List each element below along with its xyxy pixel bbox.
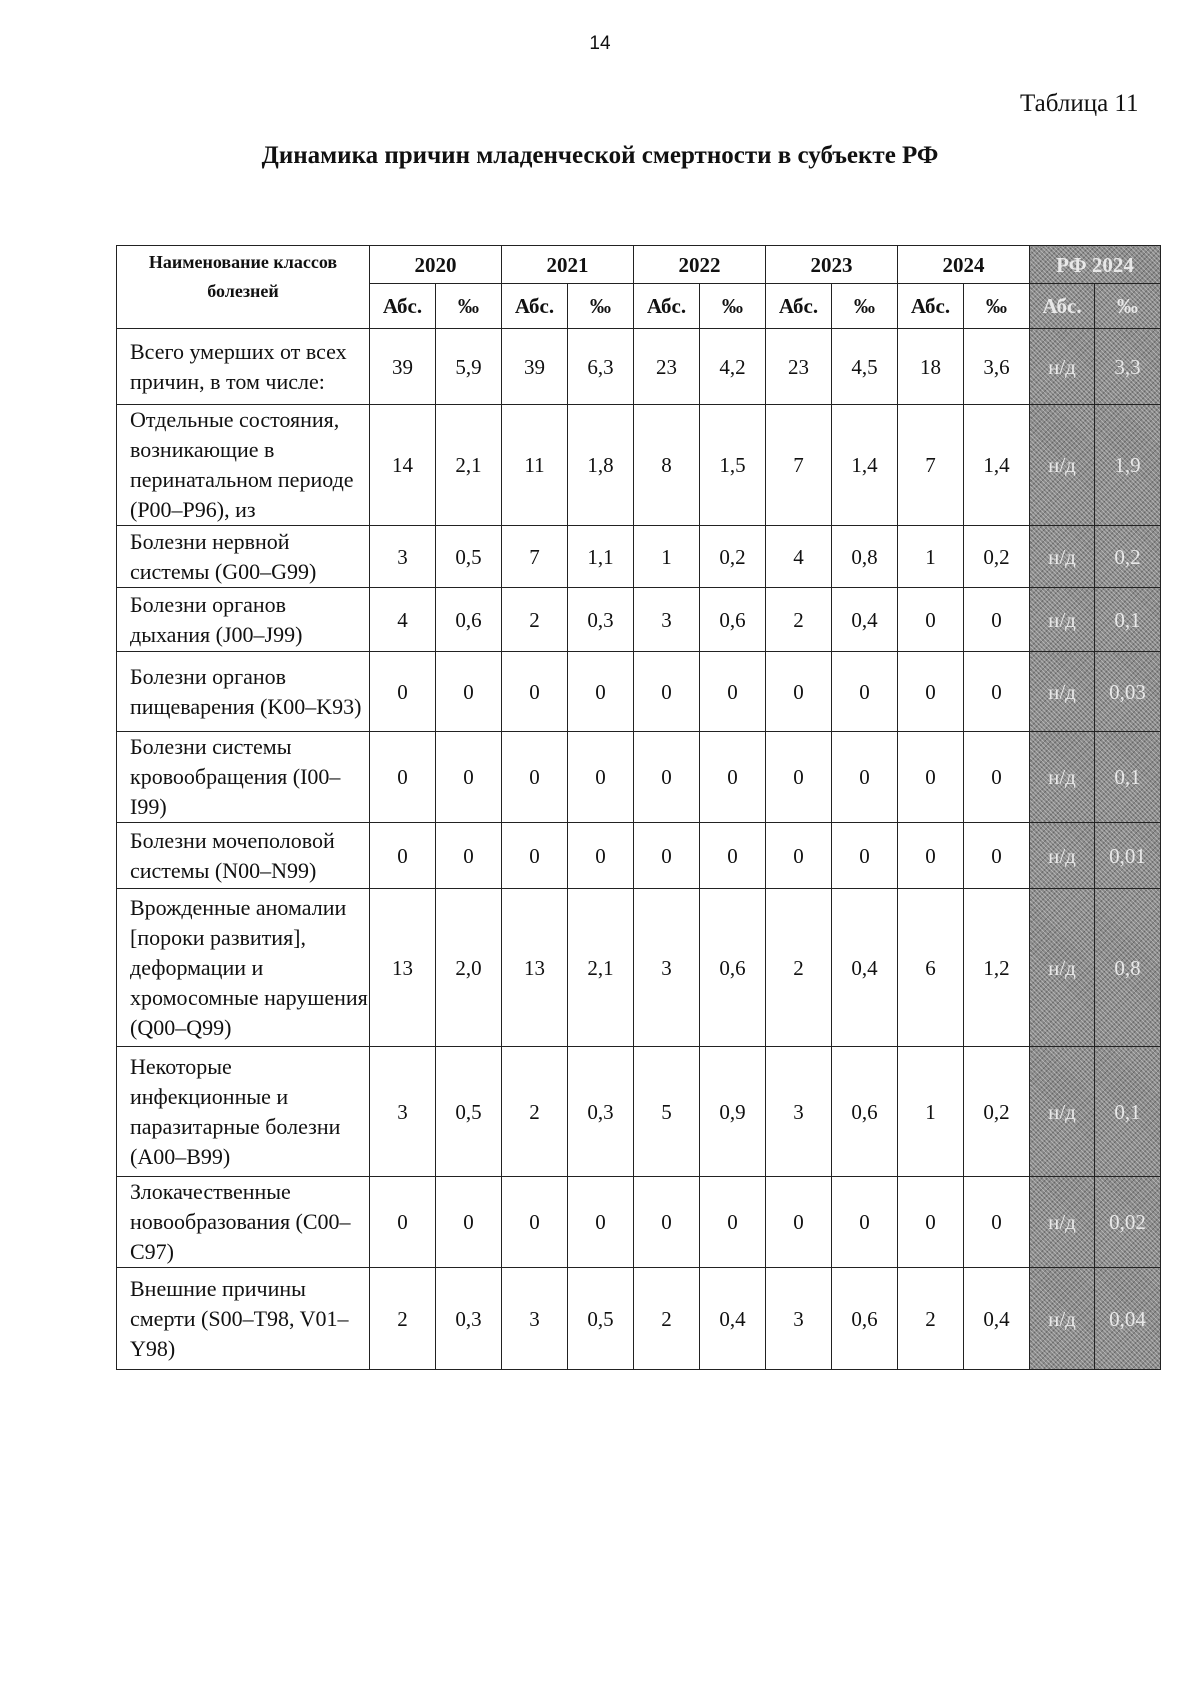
abs-value-cell: 23 — [766, 329, 832, 405]
rf-permille-cell: 1,9 — [1095, 405, 1161, 526]
abs-value-cell: 0 — [898, 1177, 964, 1268]
abs-value-cell: 1 — [898, 1047, 964, 1177]
header-year: 2022 — [634, 246, 766, 284]
permille-value-cell: 0 — [568, 823, 634, 889]
permille-value-cell: 3,6 — [964, 329, 1030, 405]
subheader-rf-abs: Абс. — [1030, 284, 1095, 329]
permille-value-cell: 0 — [700, 732, 766, 823]
mortality-table — [116, 245, 1161, 1370]
rf-permille-cell: 0,04 — [1095, 1268, 1161, 1370]
abs-value-cell: 0 — [766, 652, 832, 732]
permille-value-cell: 0,6 — [436, 588, 502, 652]
permille-value-cell: 0 — [436, 823, 502, 889]
abs-value-cell: 3 — [502, 1268, 568, 1370]
subheader-permille: ‰ — [568, 284, 634, 329]
abs-value-cell: 0 — [766, 732, 832, 823]
permille-value-cell: 2,1 — [436, 405, 502, 526]
permille-value-cell: 0,3 — [436, 1268, 502, 1370]
disease-class-name: Отдельные состояния, возникающие в перинатальном периоде (P00–P96), из — [117, 405, 370, 526]
permille-value-cell: 0 — [700, 823, 766, 889]
disease-class-name: Злокачественные новообразования (C00–C97) — [117, 1177, 370, 1268]
permille-value-cell: 0,6 — [832, 1047, 898, 1177]
abs-value-cell: 0 — [766, 823, 832, 889]
abs-value-cell: 3 — [634, 889, 700, 1047]
abs-value-cell: 4 — [766, 526, 832, 588]
rf-abs-cell: н/д — [1030, 329, 1095, 405]
disease-class-name: Болезни органов дыхания (J00–J99) — [117, 588, 370, 652]
permille-value-cell: 0,2 — [964, 1047, 1030, 1177]
permille-value-cell: 1,2 — [964, 889, 1030, 1047]
abs-value-cell: 4 — [370, 588, 436, 652]
abs-value-cell: 2 — [370, 1268, 436, 1370]
disease-class-name: Врожденные аномалии [пороки развития], деформации и хромосомные нарушения (Q00–Q99) — [117, 889, 370, 1047]
table-row — [117, 526, 1161, 588]
abs-value-cell: 1 — [898, 526, 964, 588]
abs-value-cell: 1 — [634, 526, 700, 588]
abs-value-cell: 7 — [898, 405, 964, 526]
abs-value-cell: 2 — [634, 1268, 700, 1370]
abs-value-cell: 3 — [370, 1047, 436, 1177]
subheader-rf-permille: ‰ — [1095, 284, 1161, 329]
document-title: Динамика причин младенческой смертности в субъекте РФ — [261, 142, 939, 169]
permille-value-cell: 0 — [436, 652, 502, 732]
permille-value-cell: 0,4 — [832, 889, 898, 1047]
rf-abs-cell: н/д — [1030, 1047, 1095, 1177]
abs-value-cell: 7 — [502, 526, 568, 588]
abs-value-cell: 0 — [370, 823, 436, 889]
abs-value-cell: 18 — [898, 329, 964, 405]
table-row — [117, 1177, 1161, 1268]
table-row — [117, 588, 1161, 652]
permille-value-cell: 4,2 — [700, 329, 766, 405]
abs-value-cell: 14 — [370, 405, 436, 526]
permille-value-cell: 0 — [964, 732, 1030, 823]
permille-value-cell: 0 — [964, 588, 1030, 652]
rf-abs-cell: н/д — [1030, 652, 1095, 732]
header-year: 2021 — [502, 246, 634, 284]
permille-value-cell: 0 — [700, 1177, 766, 1268]
abs-value-cell: 11 — [502, 405, 568, 526]
abs-value-cell: 2 — [502, 1047, 568, 1177]
rf-abs-cell: н/д — [1030, 732, 1095, 823]
rf-abs-cell: н/д — [1030, 526, 1095, 588]
rf-abs-cell: н/д — [1030, 823, 1095, 889]
abs-value-cell: 3 — [370, 526, 436, 588]
rf-permille-cell: 0,1 — [1095, 732, 1161, 823]
rf-abs-cell: н/д — [1030, 1177, 1095, 1268]
abs-value-cell: 3 — [634, 588, 700, 652]
rf-permille-cell: 0,01 — [1095, 823, 1161, 889]
abs-value-cell: 0 — [898, 652, 964, 732]
permille-value-cell: 0 — [700, 652, 766, 732]
rf-permille-cell: 0,1 — [1095, 588, 1161, 652]
abs-value-cell: 0 — [898, 823, 964, 889]
page-number: 14 — [589, 33, 611, 54]
abs-value-cell: 13 — [370, 889, 436, 1047]
header-rf-2024: РФ 2024 — [1030, 246, 1161, 284]
abs-value-cell: 5 — [634, 1047, 700, 1177]
rf-abs-cell: н/д — [1030, 588, 1095, 652]
table-row — [117, 732, 1161, 823]
table-row — [117, 652, 1161, 732]
permille-value-cell: 0 — [568, 1177, 634, 1268]
permille-value-cell: 5,9 — [436, 329, 502, 405]
subheader-abs: Абс. — [898, 284, 964, 329]
abs-value-cell: 7 — [766, 405, 832, 526]
permille-value-cell: 0,4 — [700, 1268, 766, 1370]
disease-class-name: Всего умерших от всех причин, в том числе: — [117, 329, 370, 405]
abs-value-cell: 0 — [370, 1177, 436, 1268]
permille-value-cell: 1,4 — [964, 405, 1030, 526]
subheader-permille: ‰ — [700, 284, 766, 329]
table-row — [117, 823, 1161, 889]
permille-value-cell: 0,4 — [964, 1268, 1030, 1370]
abs-value-cell: 0 — [898, 732, 964, 823]
abs-value-cell: 39 — [370, 329, 436, 405]
permille-value-cell: 0 — [436, 1177, 502, 1268]
disease-class-name: Некоторые инфекционные и паразитарные болезни (A00–B99) — [117, 1047, 370, 1177]
subheader-permille: ‰ — [832, 284, 898, 329]
permille-value-cell: 6,3 — [568, 329, 634, 405]
abs-value-cell: 2 — [766, 889, 832, 1047]
table-body — [117, 329, 1161, 1370]
permille-value-cell: 0 — [832, 652, 898, 732]
subheader-abs: Абс. — [634, 284, 700, 329]
header-disease-class: Наименование классов болезней — [117, 246, 370, 329]
disease-class-name: Болезни органов пищеварения (K00–K93) — [117, 652, 370, 732]
permille-value-cell: 0,3 — [568, 588, 634, 652]
header-year: 2023 — [766, 246, 898, 284]
abs-value-cell: 0 — [634, 732, 700, 823]
abs-value-cell: 0 — [766, 1177, 832, 1268]
permille-value-cell: 1,8 — [568, 405, 634, 526]
table-row — [117, 1268, 1161, 1370]
table-row — [117, 889, 1161, 1047]
rf-abs-cell: н/д — [1030, 1268, 1095, 1370]
rf-permille-cell: 0,8 — [1095, 889, 1161, 1047]
permille-value-cell: 0,6 — [700, 588, 766, 652]
subheader-permille: ‰ — [436, 284, 502, 329]
abs-value-cell: 2 — [766, 588, 832, 652]
permille-value-cell: 0,3 — [568, 1047, 634, 1177]
rf-permille-cell: 0,03 — [1095, 652, 1161, 732]
permille-value-cell: 0,2 — [964, 526, 1030, 588]
rf-abs-cell: н/д — [1030, 889, 1095, 1047]
abs-value-cell: 0 — [634, 652, 700, 732]
rf-abs-cell: н/д — [1030, 405, 1095, 526]
subheader-abs: Абс. — [370, 284, 436, 329]
disease-class-name: Болезни системы кровообращения (I00–I99) — [117, 732, 370, 823]
abs-value-cell: 13 — [502, 889, 568, 1047]
permille-value-cell: 0,5 — [436, 1047, 502, 1177]
permille-value-cell: 0,6 — [700, 889, 766, 1047]
rf-permille-cell: 0,2 — [1095, 526, 1161, 588]
abs-value-cell: 0 — [634, 1177, 700, 1268]
permille-value-cell: 0,9 — [700, 1047, 766, 1177]
permille-value-cell: 2,0 — [436, 889, 502, 1047]
abs-value-cell: 0 — [502, 1177, 568, 1268]
permille-value-cell: 1,1 — [568, 526, 634, 588]
permille-value-cell: 0 — [832, 823, 898, 889]
permille-value-cell: 1,4 — [832, 405, 898, 526]
abs-value-cell: 2 — [502, 588, 568, 652]
disease-class-name: Внешние причины смерти (S00–T98, V01–Y98) — [117, 1268, 370, 1370]
permille-value-cell: 2,1 — [568, 889, 634, 1047]
abs-value-cell: 23 — [634, 329, 700, 405]
permille-value-cell: 0 — [568, 732, 634, 823]
permille-value-cell: 0,2 — [700, 526, 766, 588]
rf-permille-cell: 0,1 — [1095, 1047, 1161, 1177]
permille-value-cell: 0,4 — [832, 588, 898, 652]
permille-value-cell: 0,5 — [436, 526, 502, 588]
header-year: 2020 — [370, 246, 502, 284]
subheader-abs: Абс. — [502, 284, 568, 329]
header-year: 2024 — [898, 246, 1030, 284]
abs-value-cell: 0 — [502, 652, 568, 732]
abs-value-cell: 0 — [502, 823, 568, 889]
abs-value-cell: 2 — [898, 1268, 964, 1370]
abs-value-cell: 3 — [766, 1268, 832, 1370]
subheader-permille: ‰ — [964, 284, 1030, 329]
permille-value-cell: 4,5 — [832, 329, 898, 405]
rf-permille-cell: 0,02 — [1095, 1177, 1161, 1268]
disease-class-name: Болезни нервной системы (G00–G99) — [117, 526, 370, 588]
abs-value-cell: 0 — [898, 588, 964, 652]
abs-value-cell: 6 — [898, 889, 964, 1047]
permille-value-cell: 0,5 — [568, 1268, 634, 1370]
table-row — [117, 405, 1161, 526]
permille-value-cell: 0 — [832, 732, 898, 823]
permille-value-cell: 0 — [436, 732, 502, 823]
permille-value-cell: 0,8 — [832, 526, 898, 588]
table-row — [117, 329, 1161, 405]
abs-value-cell: 0 — [370, 652, 436, 732]
permille-value-cell: 0 — [964, 1177, 1030, 1268]
abs-value-cell: 0 — [634, 823, 700, 889]
abs-value-cell: 39 — [502, 329, 568, 405]
permille-value-cell: 0 — [568, 652, 634, 732]
permille-value-cell: 0,6 — [832, 1268, 898, 1370]
permille-value-cell: 0 — [832, 1177, 898, 1268]
table-row — [117, 1047, 1161, 1177]
permille-value-cell: 0 — [964, 652, 1030, 732]
abs-value-cell: 8 — [634, 405, 700, 526]
permille-value-cell: 1,5 — [700, 405, 766, 526]
rf-permille-cell: 3,3 — [1095, 329, 1161, 405]
abs-value-cell: 0 — [502, 732, 568, 823]
disease-class-name: Болезни мочеполовой системы (N00–N99) — [117, 823, 370, 889]
abs-value-cell: 0 — [370, 732, 436, 823]
abs-value-cell: 3 — [766, 1047, 832, 1177]
table-label: Таблица 11 — [1020, 90, 1139, 117]
subheader-abs: Абс. — [766, 284, 832, 329]
permille-value-cell: 0 — [964, 823, 1030, 889]
